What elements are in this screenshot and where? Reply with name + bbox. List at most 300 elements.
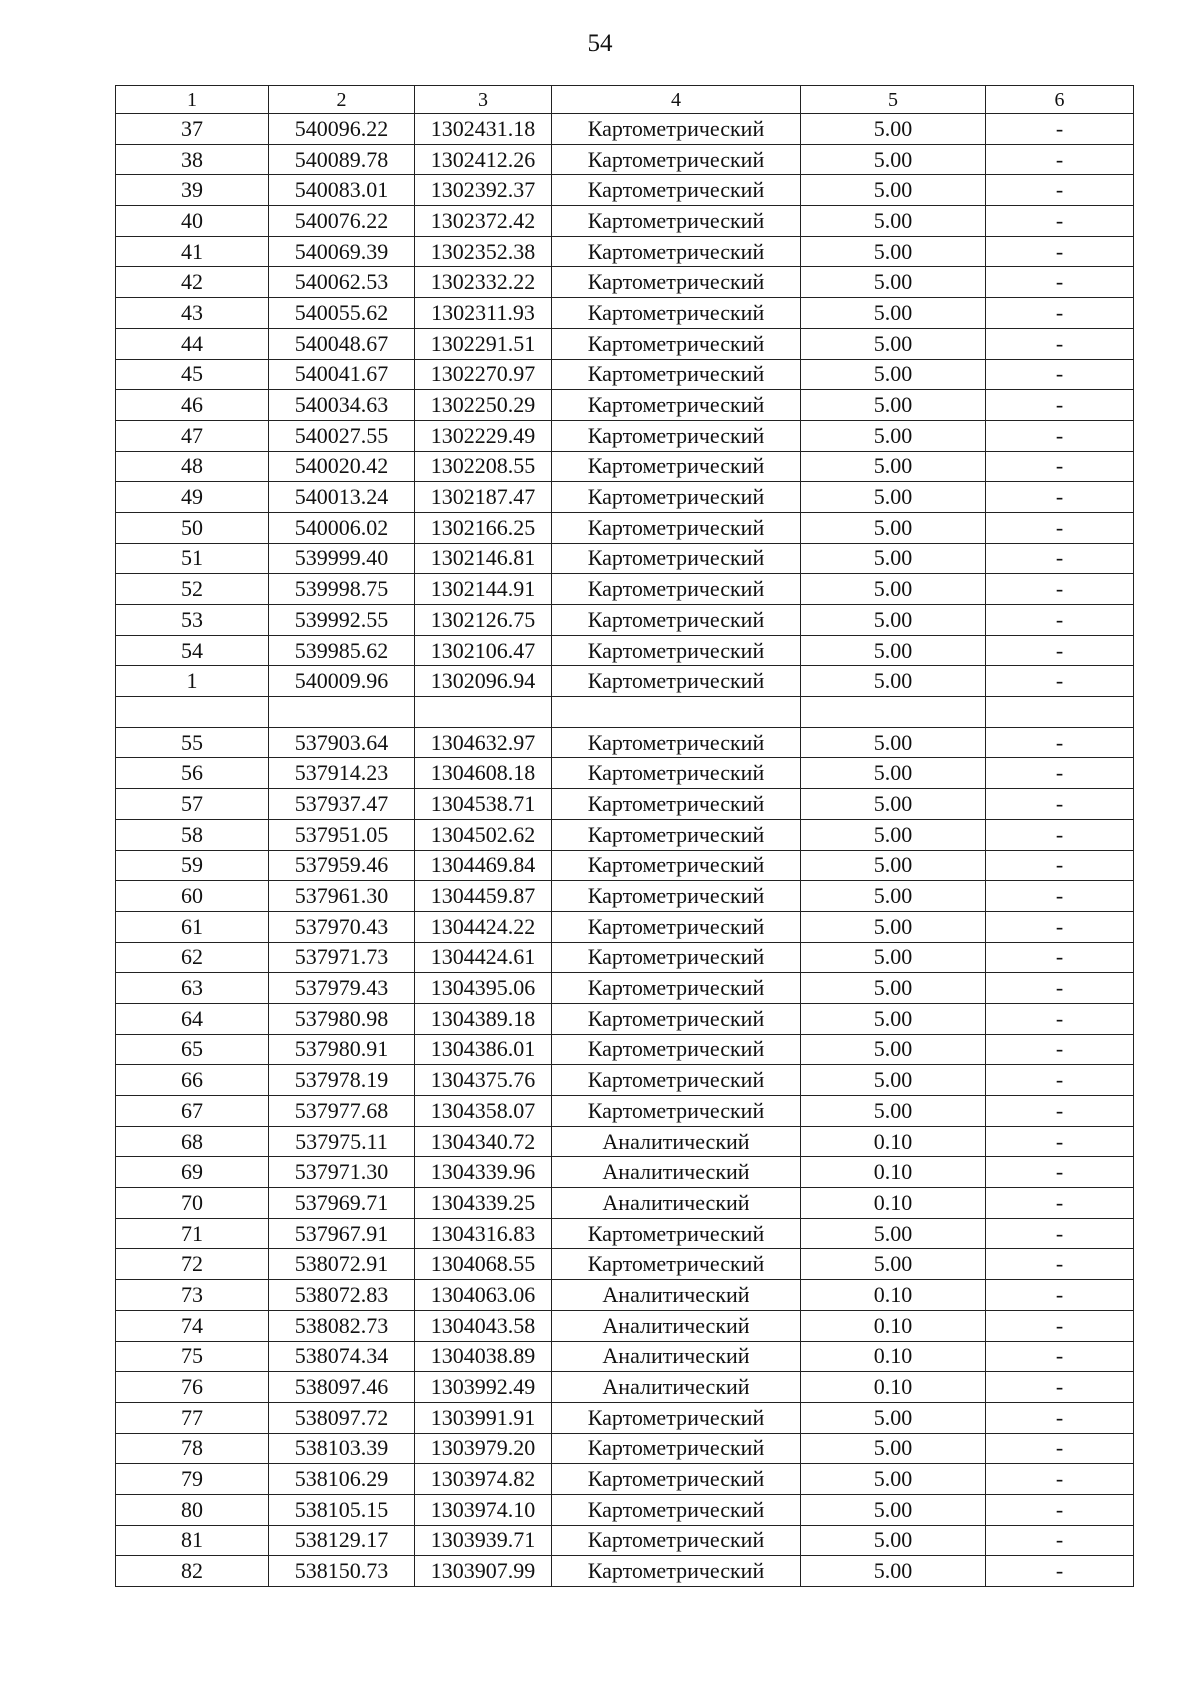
table-row: [116, 973, 1134, 1004]
description-cell: -: [986, 1372, 1134, 1403]
x-coordinate-cell: 538082.73: [269, 1310, 415, 1341]
point-number-cell: 39: [116, 175, 269, 206]
description-cell: -: [986, 942, 1134, 973]
column-header: 4: [552, 86, 801, 114]
x-coordinate-cell: 540013.24: [269, 482, 415, 513]
point-number-cell: 46: [116, 390, 269, 421]
table-row: [116, 1126, 1134, 1157]
description-cell: -: [986, 1494, 1134, 1525]
method-cell: Картометрический: [552, 574, 801, 605]
column-header: 6: [986, 86, 1134, 114]
table-row: [116, 1494, 1134, 1525]
accuracy-cell: 5.00: [801, 942, 986, 973]
method-cell: Картометрический: [552, 1556, 801, 1587]
point-number-cell: 54: [116, 635, 269, 666]
accuracy-cell: 5.00: [801, 206, 986, 237]
accuracy-cell: 5.00: [801, 605, 986, 636]
accuracy-cell: 5.00: [801, 1034, 986, 1065]
table-row: [116, 1280, 1134, 1311]
y-coordinate-cell: 1303979.20: [415, 1433, 552, 1464]
description-cell: -: [986, 605, 1134, 636]
y-coordinate-cell: 1304043.58: [415, 1310, 552, 1341]
y-coordinate-cell: 1302392.37: [415, 175, 552, 206]
method-cell: Картометрический: [552, 819, 801, 850]
accuracy-cell: 5.00: [801, 512, 986, 543]
y-coordinate-cell: 1304538.71: [415, 789, 552, 820]
x-coordinate-cell: 540041.67: [269, 359, 415, 390]
table-row: [116, 574, 1134, 605]
point-number-cell: 63: [116, 973, 269, 1004]
y-coordinate-cell: 1304632.97: [415, 727, 552, 758]
point-number-cell: 70: [116, 1188, 269, 1219]
accuracy-cell: 5.00: [801, 267, 986, 298]
y-coordinate-cell: 1303992.49: [415, 1372, 552, 1403]
x-coordinate-cell: 540034.63: [269, 390, 415, 421]
point-number-cell: 51: [116, 543, 269, 574]
y-coordinate-cell: 1304068.55: [415, 1249, 552, 1280]
x-coordinate-cell: 539992.55: [269, 605, 415, 636]
method-cell: Картометрический: [552, 881, 801, 912]
x-coordinate-cell: 537978.19: [269, 1065, 415, 1096]
x-coordinate-cell: 537977.68: [269, 1096, 415, 1127]
x-coordinate-cell: 537970.43: [269, 911, 415, 942]
table-row: [116, 359, 1134, 390]
table-row: [116, 298, 1134, 329]
y-coordinate-cell: 1302431.18: [415, 114, 552, 145]
x-coordinate-cell: 540020.42: [269, 451, 415, 482]
x-coordinate-cell: 538074.34: [269, 1341, 415, 1372]
method-cell: Аналитический: [552, 1310, 801, 1341]
accuracy-cell: 5.00: [801, 1494, 986, 1525]
accuracy-cell: 5.00: [801, 727, 986, 758]
x-coordinate-cell: 540062.53: [269, 267, 415, 298]
description-cell: -: [986, 114, 1134, 145]
point-number-cell: 44: [116, 328, 269, 359]
x-coordinate-cell: 539998.75: [269, 574, 415, 605]
accuracy-cell: 5.00: [801, 911, 986, 942]
table-row: [116, 512, 1134, 543]
point-number-cell: 37: [116, 114, 269, 145]
x-coordinate-cell: 540009.96: [269, 666, 415, 697]
table-row: [116, 236, 1134, 267]
x-coordinate-cell: 537961.30: [269, 881, 415, 912]
point-number-cell: 66: [116, 1065, 269, 1096]
table-row: [116, 144, 1134, 175]
x-coordinate-cell: 540048.67: [269, 328, 415, 359]
accuracy-cell: 5.00: [801, 1096, 986, 1127]
accuracy-cell: 5.00: [801, 144, 986, 175]
description-cell: -: [986, 451, 1134, 482]
description-cell: -: [986, 1034, 1134, 1065]
point-number-cell: 43: [116, 298, 269, 329]
y-coordinate-cell: 1302270.97: [415, 359, 552, 390]
x-coordinate-cell: 540096.22: [269, 114, 415, 145]
accuracy-cell: 5.00: [801, 1402, 986, 1433]
y-coordinate-cell: 1303974.10: [415, 1494, 552, 1525]
accuracy-cell: 5.00: [801, 236, 986, 267]
point-number-cell: 50: [116, 512, 269, 543]
y-coordinate-cell: 1302146.81: [415, 543, 552, 574]
accuracy-cell: [801, 697, 986, 728]
method-cell: Картометрический: [552, 1525, 801, 1556]
description-cell: -: [986, 328, 1134, 359]
method-cell: Картометрический: [552, 1034, 801, 1065]
description-cell: -: [986, 267, 1134, 298]
point-number-cell: 79: [116, 1464, 269, 1495]
y-coordinate-cell: 1304608.18: [415, 758, 552, 789]
table-row: [116, 666, 1134, 697]
description-cell: -: [986, 1218, 1134, 1249]
method-cell: Картометрический: [552, 789, 801, 820]
y-coordinate-cell: 1302332.22: [415, 267, 552, 298]
accuracy-cell: 5.00: [801, 298, 986, 329]
method-cell: Аналитический: [552, 1188, 801, 1219]
accuracy-cell: 5.00: [801, 789, 986, 820]
description-cell: -: [986, 1188, 1134, 1219]
description-cell: -: [986, 789, 1134, 820]
table-row: [116, 605, 1134, 636]
method-cell: Картометрический: [552, 635, 801, 666]
table-row: [116, 1464, 1134, 1495]
point-number-cell: 71: [116, 1218, 269, 1249]
method-cell: Картометрический: [552, 666, 801, 697]
accuracy-cell: 0.10: [801, 1341, 986, 1372]
accuracy-cell: 0.10: [801, 1310, 986, 1341]
x-coordinate-cell: 537971.73: [269, 942, 415, 973]
point-number-cell: 45: [116, 359, 269, 390]
point-number-cell: 57: [116, 789, 269, 820]
y-coordinate-cell: 1302229.49: [415, 420, 552, 451]
table-row: [116, 1402, 1134, 1433]
description-cell: -: [986, 635, 1134, 666]
description-cell: -: [986, 973, 1134, 1004]
method-cell: Картометрический: [552, 1065, 801, 1096]
method-cell: Аналитический: [552, 1157, 801, 1188]
column-header: 5: [801, 86, 986, 114]
point-number-cell: 1: [116, 666, 269, 697]
point-number-cell: 76: [116, 1372, 269, 1403]
column-header: 1: [116, 86, 269, 114]
y-coordinate-cell: 1303974.82: [415, 1464, 552, 1495]
accuracy-cell: 5.00: [801, 1556, 986, 1587]
accuracy-cell: 5.00: [801, 175, 986, 206]
point-number-cell: 75: [116, 1341, 269, 1372]
point-number-cell: 52: [116, 574, 269, 605]
table-row: [116, 543, 1134, 574]
accuracy-cell: 5.00: [801, 758, 986, 789]
point-number-cell: 77: [116, 1402, 269, 1433]
y-coordinate-cell: 1304386.01: [415, 1034, 552, 1065]
x-coordinate-cell: 540027.55: [269, 420, 415, 451]
point-number-cell: 62: [116, 942, 269, 973]
x-coordinate-cell: [269, 697, 415, 728]
y-coordinate-cell: 1302250.29: [415, 390, 552, 421]
method-cell: Аналитический: [552, 1341, 801, 1372]
point-number-cell: 47: [116, 420, 269, 451]
table-row: [116, 1218, 1134, 1249]
table-row: [116, 1065, 1134, 1096]
method-cell: Картометрический: [552, 1096, 801, 1127]
description-cell: -: [986, 1096, 1134, 1127]
method-cell: Картометрический: [552, 328, 801, 359]
accuracy-cell: 5.00: [801, 881, 986, 912]
accuracy-cell: 5.00: [801, 1003, 986, 1034]
accuracy-cell: 0.10: [801, 1372, 986, 1403]
point-number-cell: 69: [116, 1157, 269, 1188]
point-number-cell: 73: [116, 1280, 269, 1311]
method-cell: Картометрический: [552, 850, 801, 881]
description-cell: -: [986, 727, 1134, 758]
y-coordinate-cell: 1302311.93: [415, 298, 552, 329]
description-cell: -: [986, 1065, 1134, 1096]
y-coordinate-cell: 1304316.83: [415, 1218, 552, 1249]
description-cell: -: [986, 1525, 1134, 1556]
table-row: [116, 1157, 1134, 1188]
point-number-cell: 64: [116, 1003, 269, 1034]
x-coordinate-cell: 538103.39: [269, 1433, 415, 1464]
description-cell: -: [986, 574, 1134, 605]
description-cell: -: [986, 543, 1134, 574]
table-row: [116, 482, 1134, 513]
point-number-cell: [116, 697, 269, 728]
description-cell: -: [986, 881, 1134, 912]
accuracy-cell: 5.00: [801, 390, 986, 421]
y-coordinate-cell: 1304340.72: [415, 1126, 552, 1157]
table-header-row: [116, 86, 1134, 114]
table-row: [116, 881, 1134, 912]
method-cell: Картометрический: [552, 359, 801, 390]
accuracy-cell: 5.00: [801, 420, 986, 451]
y-coordinate-cell: 1304038.89: [415, 1341, 552, 1372]
description-cell: -: [986, 175, 1134, 206]
table-row: [116, 1433, 1134, 1464]
description-cell: -: [986, 850, 1134, 881]
point-number-cell: 61: [116, 911, 269, 942]
accuracy-cell: 5.00: [801, 850, 986, 881]
description-cell: -: [986, 236, 1134, 267]
accuracy-cell: 0.10: [801, 1280, 986, 1311]
method-cell: Картометрический: [552, 236, 801, 267]
y-coordinate-cell: 1302166.25: [415, 512, 552, 543]
method-cell: Аналитический: [552, 1126, 801, 1157]
y-coordinate-cell: 1304339.96: [415, 1157, 552, 1188]
description-cell: -: [986, 1433, 1134, 1464]
point-number-cell: 48: [116, 451, 269, 482]
point-number-cell: 80: [116, 1494, 269, 1525]
table-row: [116, 819, 1134, 850]
column-header: 2: [269, 86, 415, 114]
method-cell: Картометрический: [552, 1464, 801, 1495]
point-number-cell: 40: [116, 206, 269, 237]
x-coordinate-cell: 537903.64: [269, 727, 415, 758]
x-coordinate-cell: 537980.98: [269, 1003, 415, 1034]
x-coordinate-cell: 540006.02: [269, 512, 415, 543]
description-cell: -: [986, 298, 1134, 329]
method-cell: Картометрический: [552, 543, 801, 574]
description-cell: -: [986, 666, 1134, 697]
column-header: 3: [415, 86, 552, 114]
table-row: [116, 1341, 1134, 1372]
method-cell: Картометрический: [552, 482, 801, 513]
point-number-cell: 74: [116, 1310, 269, 1341]
accuracy-cell: 5.00: [801, 543, 986, 574]
accuracy-cell: 5.00: [801, 451, 986, 482]
method-cell: Картометрический: [552, 727, 801, 758]
x-coordinate-cell: 537914.23: [269, 758, 415, 789]
accuracy-cell: 5.00: [801, 359, 986, 390]
y-coordinate-cell: 1302106.47: [415, 635, 552, 666]
table-row: [116, 328, 1134, 359]
method-cell: Картометрический: [552, 114, 801, 145]
y-coordinate-cell: 1302372.42: [415, 206, 552, 237]
x-coordinate-cell: 538097.72: [269, 1402, 415, 1433]
point-number-cell: 42: [116, 267, 269, 298]
x-coordinate-cell: 540083.01: [269, 175, 415, 206]
table-row: [116, 390, 1134, 421]
accuracy-cell: 5.00: [801, 1464, 986, 1495]
point-number-cell: 41: [116, 236, 269, 267]
x-coordinate-cell: 537959.46: [269, 850, 415, 881]
y-coordinate-cell: 1302144.91: [415, 574, 552, 605]
description-cell: -: [986, 758, 1134, 789]
y-coordinate-cell: 1302126.75: [415, 605, 552, 636]
x-coordinate-cell: 538105.15: [269, 1494, 415, 1525]
x-coordinate-cell: 538106.29: [269, 1464, 415, 1495]
accuracy-cell: 5.00: [801, 1218, 986, 1249]
method-cell: Картометрический: [552, 512, 801, 543]
x-coordinate-cell: 539999.40: [269, 543, 415, 574]
x-coordinate-cell: 539985.62: [269, 635, 415, 666]
accuracy-cell: 0.10: [801, 1157, 986, 1188]
table-row: [116, 758, 1134, 789]
description-cell: -: [986, 1341, 1134, 1372]
table-body: [116, 114, 1134, 1587]
accuracy-cell: 0.10: [801, 1126, 986, 1157]
description-cell: -: [986, 144, 1134, 175]
y-coordinate-cell: 1304459.87: [415, 881, 552, 912]
point-number-cell: 72: [116, 1249, 269, 1280]
description-cell: -: [986, 512, 1134, 543]
description-cell: -: [986, 911, 1134, 942]
table-row: [116, 1525, 1134, 1556]
accuracy-cell: 5.00: [801, 819, 986, 850]
y-coordinate-cell: 1302412.26: [415, 144, 552, 175]
accuracy-cell: 5.00: [801, 114, 986, 145]
method-cell: [552, 697, 801, 728]
method-cell: Картометрический: [552, 1433, 801, 1464]
y-coordinate-cell: 1302208.55: [415, 451, 552, 482]
x-coordinate-cell: 538150.73: [269, 1556, 415, 1587]
method-cell: Картометрический: [552, 973, 801, 1004]
x-coordinate-cell: 538072.83: [269, 1280, 415, 1311]
point-number-cell: 67: [116, 1096, 269, 1127]
description-cell: [986, 697, 1134, 728]
x-coordinate-cell: 538129.17: [269, 1525, 415, 1556]
x-coordinate-cell: 540089.78: [269, 144, 415, 175]
method-cell: Картометрический: [552, 911, 801, 942]
table-row: [116, 114, 1134, 145]
accuracy-cell: 5.00: [801, 482, 986, 513]
description-cell: -: [986, 482, 1134, 513]
method-cell: Картометрический: [552, 1003, 801, 1034]
x-coordinate-cell: 540076.22: [269, 206, 415, 237]
accuracy-cell: 5.00: [801, 574, 986, 605]
table-row: [116, 911, 1134, 942]
y-coordinate-cell: 1304375.76: [415, 1065, 552, 1096]
y-coordinate-cell: 1303939.71: [415, 1525, 552, 1556]
table-row: [116, 850, 1134, 881]
y-coordinate-cell: 1302096.94: [415, 666, 552, 697]
page-number: 54: [587, 30, 613, 57]
x-coordinate-cell: 537967.91: [269, 1218, 415, 1249]
point-number-cell: 81: [116, 1525, 269, 1556]
x-coordinate-cell: 537937.47: [269, 789, 415, 820]
point-number-cell: 68: [116, 1126, 269, 1157]
table-row: [116, 1372, 1134, 1403]
x-coordinate-cell: 540069.39: [269, 236, 415, 267]
method-cell: Картометрический: [552, 175, 801, 206]
point-number-cell: 59: [116, 850, 269, 881]
table-row: [116, 1188, 1134, 1219]
point-number-cell: 82: [116, 1556, 269, 1587]
description-cell: -: [986, 1280, 1134, 1311]
method-cell: Картометрический: [552, 420, 801, 451]
table-row: [116, 175, 1134, 206]
description-cell: -: [986, 420, 1134, 451]
accuracy-cell: 5.00: [801, 973, 986, 1004]
table-row: [116, 697, 1134, 728]
description-cell: -: [986, 1157, 1134, 1188]
accuracy-cell: 5.00: [801, 1433, 986, 1464]
x-coordinate-cell: 537979.43: [269, 973, 415, 1004]
point-number-cell: 58: [116, 819, 269, 850]
x-coordinate-cell: 537975.11: [269, 1126, 415, 1157]
table-row: [116, 635, 1134, 666]
point-number-cell: 55: [116, 727, 269, 758]
method-cell: Картометрический: [552, 1402, 801, 1433]
accuracy-cell: 5.00: [801, 635, 986, 666]
coordinates-table: [115, 85, 1134, 1587]
description-cell: -: [986, 1249, 1134, 1280]
table-row: [116, 451, 1134, 482]
method-cell: Аналитический: [552, 1372, 801, 1403]
y-coordinate-cell: 1304358.07: [415, 1096, 552, 1127]
table-row: [116, 1556, 1134, 1587]
y-coordinate-cell: 1303907.99: [415, 1556, 552, 1587]
method-cell: Картометрический: [552, 605, 801, 636]
point-number-cell: 49: [116, 482, 269, 513]
table-row: [116, 420, 1134, 451]
x-coordinate-cell: 537969.71: [269, 1188, 415, 1219]
method-cell: Картометрический: [552, 390, 801, 421]
x-coordinate-cell: 537951.05: [269, 819, 415, 850]
y-coordinate-cell: 1304424.61: [415, 942, 552, 973]
x-coordinate-cell: 538072.91: [269, 1249, 415, 1280]
method-cell: Картометрический: [552, 451, 801, 482]
x-coordinate-cell: 540055.62: [269, 298, 415, 329]
point-number-cell: 53: [116, 605, 269, 636]
table-row: [116, 942, 1134, 973]
method-cell: Картометрический: [552, 267, 801, 298]
point-number-cell: 38: [116, 144, 269, 175]
y-coordinate-cell: 1302291.51: [415, 328, 552, 359]
method-cell: Картометрический: [552, 1218, 801, 1249]
description-cell: -: [986, 1126, 1134, 1157]
point-number-cell: 56: [116, 758, 269, 789]
method-cell: Картометрический: [552, 758, 801, 789]
table-row: [116, 1034, 1134, 1065]
method-cell: Картометрический: [552, 1494, 801, 1525]
